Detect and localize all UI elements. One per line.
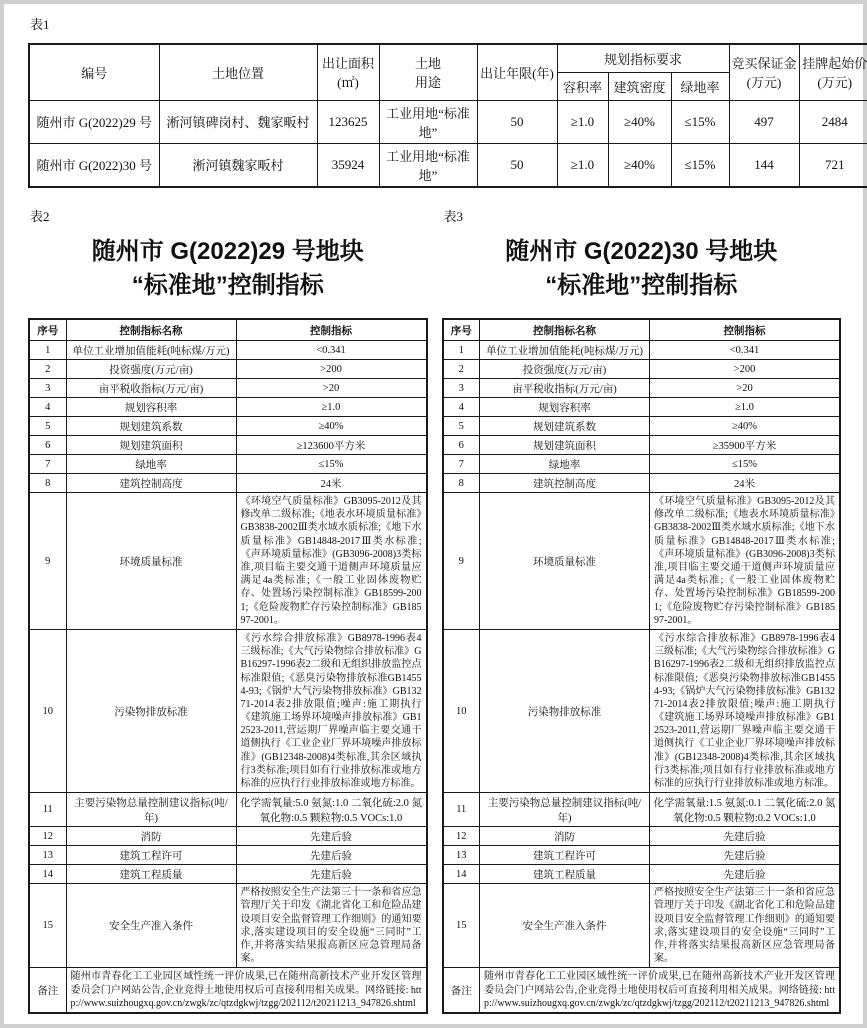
remark-row [443,968,841,1013]
table-row [29,846,427,865]
cell-id: 随州市 G(2022)30 号 [29,143,159,187]
cell-value: 先建后验 [650,846,841,865]
remark-label: 备注 [29,968,66,1013]
col-header-location: 土地位置 [159,44,317,100]
remark-text: 随州市青春化工工业园区域性统一评价成果,已在随州高新技术产业开发区管理委员会门户网站公告,企业竞得土地使用权后可直接利用相关成果。网络链接: http://www.suizhougxq.gov.cn/zwgk/zc/qtzdgkwj/tzgg/202112/t20211213_947826.shtml [66,968,427,1013]
col-header-value: 控制指标 [650,319,841,341]
cell-value: >200 [236,360,427,379]
cell-no: 2 [443,360,480,379]
col-header-id: 编号 [29,44,159,100]
cell-name: 亩平税收指标(万元/亩) [480,379,650,398]
cell-price: 721 [799,143,867,187]
cell-no: 13 [443,846,480,865]
table-row [443,793,841,827]
table-row [29,455,427,474]
table-row [29,436,427,455]
cell-no: 1 [29,341,66,360]
cell-name: 绿地率 [66,455,236,474]
cell-name: 建筑控制高度 [66,474,236,493]
table-row [29,629,427,792]
table-row [443,360,841,379]
cell-location: 淅河镇碑岗村、魏家畈村 [159,100,317,143]
remark-row [29,968,427,1013]
cell-no: 2 [29,360,66,379]
cell-no: 11 [443,793,480,827]
table-row [443,884,841,968]
cell-value: ≥35900平方米 [650,436,841,455]
cell-name: 主要污染物总量控制建议指标(吨/年) [480,793,650,827]
cell-name: 规划建筑面积 [66,436,236,455]
cell-name: 建筑控制高度 [480,474,650,493]
cell-value: 先建后验 [650,827,841,846]
cell-value: 《污水综合排放标准》GB8978-1996表4三级标准;《大气污染物综合排放标准》GB16297-1996表2二级和无组织排放监控点标准限值;《恶臭污染物排放标准GB14554-93;《锅炉大气污染物排放标准》GB13271-2014表2排放限值;噪声:施工期执行《建筑施工场界环境噪声排放标准》GB12523-2011,营运期厂界噪声临主要交通干道侧执行《工业企业厂界环境噪声排放标准》(GB12348-2008)4类标准,其余区域执行3类标准;项目如有行业排放标准或地方标准的应执行行业排放标准或地方标准。 [236,629,427,792]
cell-name: 主要污染物总量控制建议指标(吨/年) [66,793,236,827]
cell-name: 建筑工程质量 [66,865,236,884]
cell-value: >20 [650,379,841,398]
col-header-far: 容积率 [557,72,608,100]
cell-term: 50 [477,143,557,187]
table-row [443,455,841,474]
cell-value: 严格按照安全生产法第三十一条和省应急管理厅关于印发《湖北省化工和危险品建设项目安全监督管理工作细则》的通知要求,落实建设项目的安全设施“三同时”工作,并将落实结果报高新区应急管理局备案。 [236,884,427,968]
cell-value: ≥40% [236,417,427,436]
cell-no: 7 [443,455,480,474]
table-row [29,341,427,360]
cell-no: 8 [29,474,66,493]
cell-value: 24米 [650,474,841,493]
cell-location: 淅河镇魏家畈村 [159,143,317,187]
cell-name: 建筑工程质量 [480,865,650,884]
cell-name: 亩平税收指标(万元/亩) [66,379,236,398]
cell-use: 工业用地“标准地” [379,143,477,187]
table-row [443,436,841,455]
cell-value: 《环境空气质量标准》GB3095-2012及其修改单二级标准;《地表水环境质量标准》GB3838-2002Ⅲ类水域水质标准;《地下水质量标准》GB14848-2017Ⅲ类水标准;《声环境质量标准》(GB3096-2008)3类标准,项目临主要交通干道侧声环境质量应满足4a类标准;《一般工业固体废物贮存、处置场污染控制标准》GB18599-2001;《危险废物贮存污染控制标准》GB18597-2001。 [650,493,841,630]
col-header-deposit: 竞买保证金(万元) [729,44,799,100]
cell-value: <0.341 [236,341,427,360]
cell-no: 14 [443,865,480,884]
cell-no: 5 [443,417,480,436]
table-row [29,865,427,884]
cell-name: 消防 [480,827,650,846]
table-row [29,143,867,187]
cell-use: 工业用地“标准地” [379,100,477,143]
cell-value: >20 [236,379,427,398]
document-page [4,4,867,1024]
table-row [443,827,841,846]
table-row [443,865,841,884]
cell-value: ≥40% [650,417,841,436]
plot29-control-table [28,318,428,1014]
cell-price: 2484 [799,100,867,143]
cell-no: 7 [29,455,66,474]
cell-no: 10 [443,629,480,792]
cell-name: 规划容积率 [66,398,236,417]
cell-no: 12 [443,827,480,846]
cell-no: 6 [443,436,480,455]
cell-value: 先建后验 [236,846,427,865]
cell-name: 消防 [66,827,236,846]
cell-name: 规划建筑系数 [66,417,236,436]
cell-no: 11 [29,793,66,827]
cell-no: 4 [29,398,66,417]
cell-far: ≥1.0 [557,143,608,187]
cell-name: 单位工业增加值能耗(吨标煤/万元) [66,341,236,360]
cell-name: 规划建筑系数 [480,417,650,436]
cell-no: 15 [29,884,66,968]
col-header-term: 出让年限(年) [477,44,557,100]
plot29-title-line1: 随州市 G(2022)29 号地块 [91,237,364,265]
cell-no: 8 [443,474,480,493]
cell-name: 环境质量标准 [66,493,236,630]
plot30-block [442,202,842,1014]
plot30-control-table [442,318,842,1014]
plot29-block [28,202,428,1014]
table-row [29,360,427,379]
cell-no: 9 [443,493,480,630]
plot30-title [442,235,842,305]
cell-far: ≥1.0 [557,100,608,143]
cell-term: 50 [477,100,557,143]
cell-name: 安全生产准入条件 [66,884,236,968]
remark-text: 随州市青春化工工业园区域性统一评价成果,已在随州高新技术产业开发区管理委员会门户网站公告,企业竞得土地使用权后可直接利用相关成果。网络链接: http://www.suizhougxq.gov.cn/zwgk/zc/qtzdgkwj/tzgg/202112/t20211213_947826.shtml [480,968,841,1013]
col-header-green: 绿地率 [671,72,729,100]
cell-deposit: 497 [729,100,799,143]
plot29-title-line2: “标准地”控制指标 [131,272,324,300]
cell-name: 规划容积率 [480,398,650,417]
table3-label: 表3 [443,208,464,224]
cell-name: 规划建筑面积 [480,436,650,455]
table2-label: 表2 [30,208,50,224]
table-header-row [443,319,841,341]
cell-no: 9 [29,493,66,630]
cell-no: 10 [29,629,66,792]
table-row [443,493,841,630]
cell-name: 污染物排放标准 [66,629,236,792]
cell-no: 3 [29,379,66,398]
table-row [443,629,841,792]
table1-label: 表1 [30,17,50,32]
cell-no: 3 [443,379,480,398]
cell-no: 14 [29,865,66,884]
col-header-planning: 规划指标要求 [557,44,729,72]
plot30-title-line1: 随州市 G(2022)30 号地块 [505,237,778,265]
col-header-density: 建筑密度 [608,72,671,100]
col-header-name: 控制指标名称 [66,319,236,341]
cell-value: ≤15% [650,455,841,474]
cell-name: 投资强度(万元/亩) [66,360,236,379]
cell-name: 绿地率 [480,455,650,474]
cell-value: 《环境空气质量标准》GB3095-2012及其修改单二级标准;《地表水环境质量标准》GB3838-2002Ⅲ类水域水质标准;《地下水质量标准》GB14848-2017Ⅲ类水标准;《声环境质量标准》(GB3096-2008)3类标准,项目临主要交通干道侧声环境质量应满足4a类标准;《一般工业固体废物贮存、处置场污染控制标准》GB18599-2001;《危险废物贮存污染控制标准》GB18597-2001。 [236,493,427,630]
col-header-no: 序号 [443,319,480,341]
cell-value: 先建后验 [236,865,427,884]
cell-value: 化学需氧量:1.5 氨氮:0.1 二氧化硫:2.0 氮氧化物:0.5 颗粒物:0.2 VOCs:1.0 [650,793,841,827]
cell-id: 随州市 G(2022)29 号 [29,100,159,143]
cell-value: 24米 [236,474,427,493]
cell-value: 严格按照安全生产法第三十一条和省应急管理厅关于印发《湖北省化工和危险品建设项目安全监督管理工作细则》的通知要求,落实建设项目的安全设施“三同时”工作,并将落实结果报高新区应急管理局备案。 [650,884,841,968]
table-row [29,474,427,493]
cell-value: ≥1.0 [236,398,427,417]
cell-no: 6 [29,436,66,455]
plot29-title [28,235,428,305]
cell-value: ≥123600平方米 [236,436,427,455]
table-row [443,417,841,436]
table-row [29,493,427,630]
table-row [443,474,841,493]
cell-value: <0.341 [650,341,841,360]
cell-name: 安全生产准入条件 [480,884,650,968]
cell-value: ≤15% [236,455,427,474]
table-row [29,398,427,417]
cell-value: 先建后验 [650,865,841,884]
cell-name: 投资强度(万元/亩) [480,360,650,379]
col-header-price: 挂牌起始价(万元) [799,44,867,100]
table-row [443,341,841,360]
cell-no: 12 [29,827,66,846]
cell-no: 1 [443,341,480,360]
table-row [29,884,427,968]
table-row [443,398,841,417]
cell-green: ≤15% [671,143,729,187]
cell-name: 污染物排放标准 [480,629,650,792]
table-header-row [29,319,427,341]
cell-value: 《污水综合排放标准》GB8978-1996表4三级标准;《大气污染物综合排放标准》GB16297-1996表2二级和无组织排放监控点标准限值;《恶臭污染物排放标准GB14554-93;《锅炉大气污染物排放标准》GB13271-2014表2排放限值;噪声:施工期执行《建筑施工场界环境噪声排放标准》GB12523-2011,营运期厂界噪声临主要交通干道侧执行《工业企业厂界环境噪声排放标准》(GB12348-2008)4类标准,其余区域执行3类标准;项目如有行业排放标准或地方标准的应执行行业排放标准或地方标准。 [650,629,841,792]
cell-value: ≥1.0 [650,398,841,417]
cell-value: >200 [650,360,841,379]
table-row [443,379,841,398]
col-header-value: 控制指标 [236,319,427,341]
land-listing-table [28,43,867,188]
cell-name: 建筑工程许可 [66,846,236,865]
cell-name: 单位工业增加值能耗(吨标煤/万元) [480,341,650,360]
table-row [443,846,841,865]
col-header-no: 序号 [29,319,66,341]
remark-label: 备注 [443,968,480,1013]
cell-value: 化学需氧量:5.0 氨氮:1.0 二氧化硫:2.0 氮氧化物:0.5 颗粒物:0.5 VOCs:1.0 [236,793,427,827]
col-header-name: 控制指标名称 [480,319,650,341]
col-header-use-text: 土地用途 [414,56,441,91]
plot30-title-line2: “标准地”控制指标 [545,272,738,300]
two-column-section [28,202,841,1014]
cell-density: ≥40% [608,143,671,187]
cell-green: ≤15% [671,100,729,143]
cell-no: 13 [29,846,66,865]
col-header-area: 出让面积(㎡) [317,44,379,100]
cell-no: 4 [443,398,480,417]
cell-area: 35924 [317,143,379,187]
table-row [29,379,427,398]
cell-name: 建筑工程许可 [480,846,650,865]
table-row [29,793,427,827]
cell-no: 15 [443,884,480,968]
cell-name: 环境质量标准 [480,493,650,630]
table-row [29,100,867,143]
cell-density: ≥40% [608,100,671,143]
cell-no: 5 [29,417,66,436]
cell-value: 先建后验 [236,827,427,846]
cell-area: 123625 [317,100,379,143]
col-header-use [379,44,477,100]
cell-deposit: 144 [729,143,799,187]
table-row [29,827,427,846]
table-row [29,417,427,436]
